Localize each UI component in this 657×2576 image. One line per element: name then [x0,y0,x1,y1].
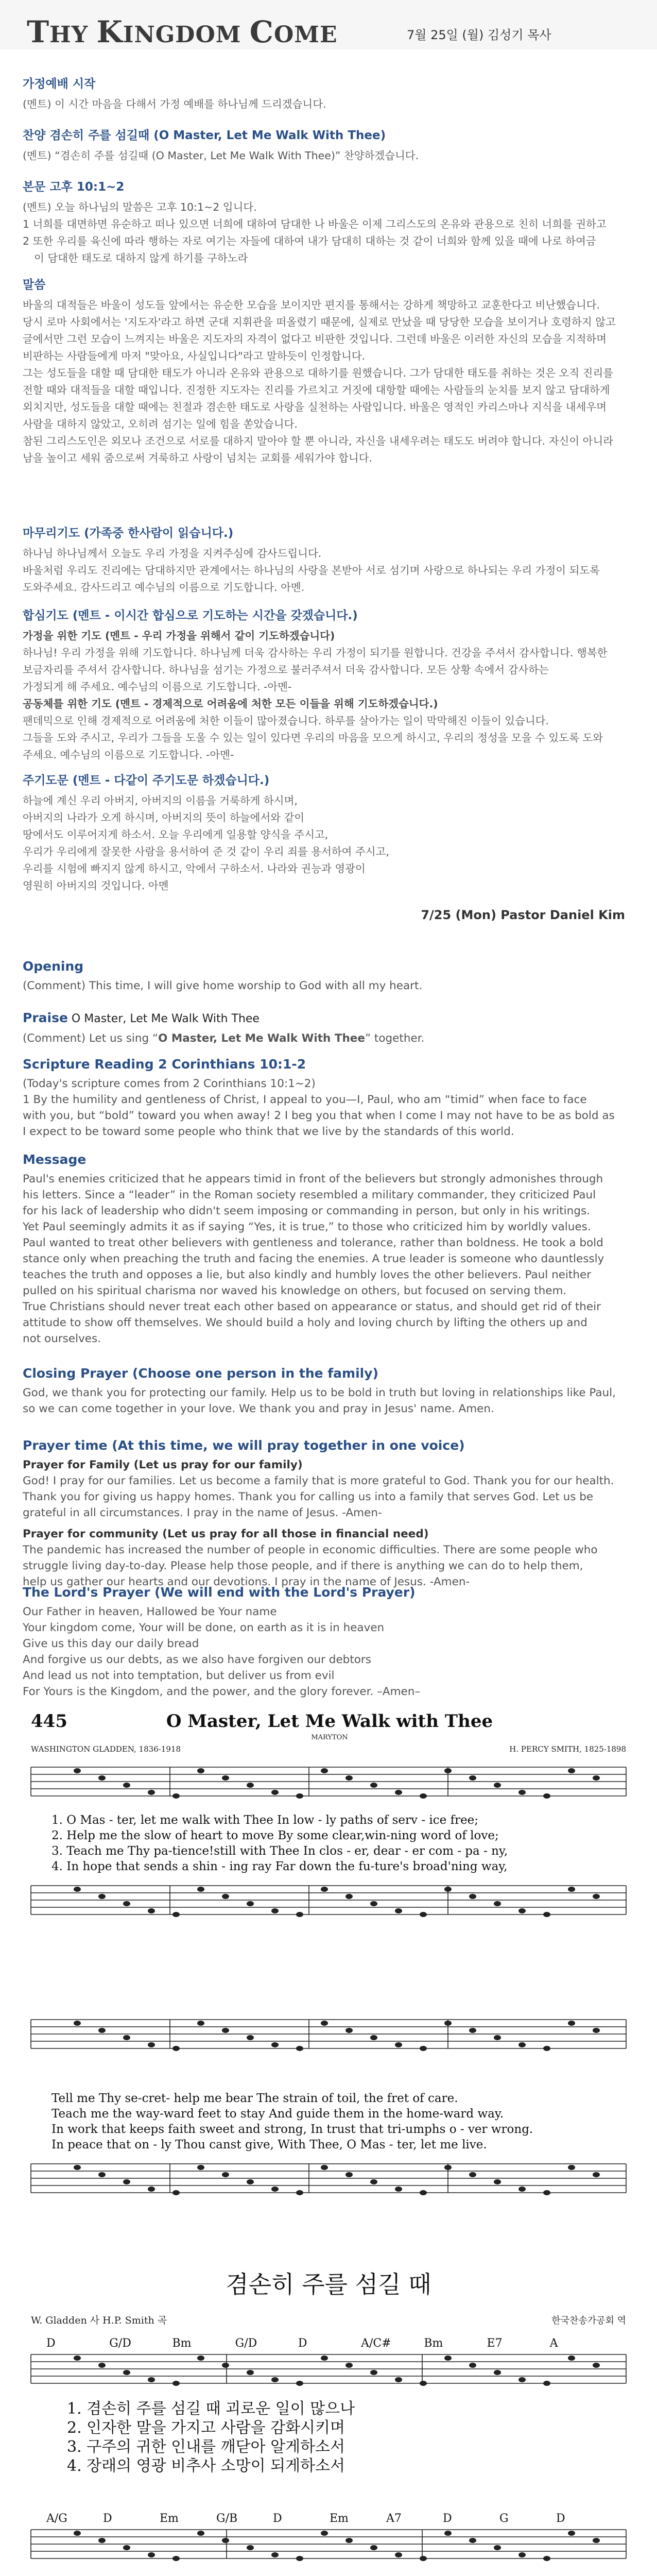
ko-scripture [23,179,635,267]
note-head [543,2046,550,2051]
note-head [444,1887,452,1892]
logo [27,14,338,49]
note-head [469,2028,476,2033]
hymn-korean [0,2267,657,2576]
note-head [271,2042,279,2047]
ko-scripture-line: 2 또한 우리를 육신에 따라 행하는 자로 여기는 자들에 대하여 내가 담대히 대하는 것 같이 너희와 함께 있을 때에 나로 하여금 [23,235,596,247]
note-head [123,1783,130,1788]
note-head [321,2531,328,2536]
note-head [172,2190,180,2195]
note-head [568,2021,575,2026]
note-head [370,2370,377,2375]
note-head [518,1908,526,1913]
en-message-line: his letters. Since a “leader” in the Roman society resembled a military commander, they criticized Paul [23,1189,596,1201]
note-head [469,2172,476,2177]
note-head [370,1901,377,1906]
note-head [420,2046,427,2051]
note-head [494,1783,501,1788]
en-prayer-family-line: God! I pray for our families. Let us become a family that is more grateful to God. Thank you for our health. [23,1475,614,1487]
en-praise-text [23,1030,635,1046]
note-head [123,2370,130,2375]
note-head [197,1887,204,1892]
hymn-korean-author: W. Gladden 사 H.P. Smith 곡 [31,2315,167,2326]
chord-symbol: D [443,2512,452,2525]
date-author: 7월 25일 (월) 김성기 목사 [407,28,551,42]
en-praise-text-b: O Master, Let Me Walk With Thee [158,1032,365,1045]
signature-wrap [23,908,625,922]
note-head [172,2046,180,2051]
hymn-verse-line: In work that keeps faith sweet and strong, In trust that tri-umphs o - ver wrong. [51,2123,533,2136]
note-head [247,2179,254,2184]
hymn-korean-verse-line: 4. 장래의 영광 비추사 소망이 되게하소서 [67,2457,345,2475]
note-head [345,1894,353,1899]
chord-symbol: A [549,2337,558,2350]
hymn-number: 445 [31,1711,67,1732]
ko-message-line: 그는 성도들을 대할 때 담대한 태도가 아니라 온유와 관용으로 대하기를 원했습니다. 그가 담대한 태도를 취하는 것은 오직 진리를 [23,367,614,379]
en-lords-line: And lead us not into temptation, but deliver us from evil [23,1669,335,1682]
chord-symbol: A/C# [361,2337,391,2350]
note-head [197,2531,204,2536]
note-head [345,2028,353,2033]
treble-staff [31,2354,626,2386]
note-head [271,2187,279,2192]
ko-praise [23,128,635,164]
en-praise-label: Praise [23,1010,68,1025]
en-message [23,1151,635,1347]
note-head [543,2190,550,2195]
en-praise-text-c: ” together. [365,1032,425,1045]
en-message-line: for his lack of leadership who didn't seem imposing or commanding in person, but only in his writings. [23,1205,590,1217]
hymn-korean-title: 겸손히 주를 섬길 때 [226,2270,431,2298]
ko-prayer-community-line: 팬데믹으로 인해 경제적으로 어려움에 처한 이들이 많아졌습니다. 하루를 살아가는 일이 막막해진 이들이 있습니다. [23,715,549,727]
ko-lords-line: 영원히 아버지의 것입니다. 아멘 [23,879,169,892]
note-head [247,2370,254,2375]
en-praise [23,1010,635,1046]
ko-closing-line: 도와주세요. 감사드리고 예수님의 이름으로 기도합니다. 아멘. [23,581,305,594]
note-head [420,1912,427,1917]
note-head [271,1908,279,1913]
en-lords-line: Give us this day our daily bread [23,1637,199,1650]
note-head [345,2172,353,2177]
en-lords-line: Your kingdom come, Your will be done, on earth as it is in heaven [23,1621,385,1634]
note-head [568,2355,575,2361]
note-head [494,2035,501,2040]
note-head [395,2377,402,2382]
chord-row [46,2337,559,2350]
en-scripture-title: Scripture Reading 2 Corinthians 10:1-2 [23,1057,306,1072]
en-scripture-line: (Today's scripture comes from 2 Corinthians 10:1~2) [23,1077,316,1090]
note-head [222,1775,229,1781]
ko-lords-line: 우리를 시험에 빠지지 않게 하시고, 악에서 구하소서. 나라와 권능과 영광이 [23,862,366,875]
en-opening-title: Opening [23,959,84,974]
en-lords-line: Our Father in heaven, Hallowed be Your name [23,1605,277,1618]
ko-lords-line: 하늘에 계신 우리 아버지, 아버지의 이름을 거룩하게 하시며, [23,794,298,807]
hymn-tune: MARYTON [311,1734,348,1741]
chord-symbol: D [273,2512,282,2525]
note-head [345,1775,353,1781]
note-head [469,2538,476,2543]
note-head [395,2042,402,2047]
bass-staff [31,1886,626,1917]
en-lords-line: For Yours is the Kingdom, and the power, and the glory forever. –Amen– [23,1685,421,1698]
en-message-line: teaches the truth and opposes a lie, but also kindly and humbly loves the other believers. Paul neither [23,1268,592,1281]
ko-message-line: 당시 로마 사회에서는 '지도자'라고 하면 군대 지휘관을 떠올렸기 때문에, 실제로 만났을 때 당당한 모습을 보이거나 호령하지 않고 [23,316,616,328]
note-head [420,2381,427,2386]
hymn-korean-source: 한국찬송가공회 역 [551,2315,626,2326]
note-head [148,2042,155,2047]
en-closing-line: so we can come together in your love. We thank you and pray in Jesus' name. Amen. [23,1402,494,1415]
en-praise-text-a: (Comment) Let us sing “ [23,1032,159,1045]
en-closing-line: God, we thank you for protecting our family. Help us to be bold in truth but loving in relationships like Paul, [23,1386,616,1399]
en-prayer-family-line: grateful in all circumstances. I pray in the name of Jesus. -Amen- [23,1506,382,1519]
note-head [74,1887,81,1892]
ko-prayer-community-line: 그들을 도와 주시고, 우리가 그들을 도울 수 있는 일이 있다면 우리의 마음을 모으게 하시고, 우리의 정성을 모을 수 있도록 도와 [23,732,603,744]
ko-lords-prayer [23,773,635,894]
ko-message-line: 남을 높이고 세워 줌으로써 겨룩하고 사랑이 넘치는 교회를 세워가야 합니다. [23,452,373,464]
note-head [444,2531,452,2536]
en-message-line: Paul wanted to treat other believers with gentleness and tolerance, rather than boldness. He took a bold [23,1236,603,1249]
note-head [518,2552,526,2557]
ko-closing-title: 마무리기도 (가족중 한사람이 읽습니다.) [23,527,234,540]
hymn-verse-line: Tell me Thy se-cret- help me bear The strain of toil, the fret of care. [51,2092,458,2105]
ko-message-line: 외치지만, 성도들을 대할 때에는 친절과 겸손한 태도로 사랑을 실천하는 사람입니다. 바울은 영적인 카리스마나 지식을 내세우며 [23,401,607,413]
note-head [518,1790,526,1795]
ko-praise-text: (멘트) “겸손히 주를 섬길때 (O Master, Let Me Walk With Thee)” 찬양하겠습니다. [23,149,419,162]
ko-message [23,277,635,467]
ko-scripture-line: 이 담대한 태도로 대하지 않게 하기를 구하노라 [34,252,248,264]
note-head [568,2165,575,2170]
ko-message-line: 전할 때와 대적들을 대할 때입니다. 진정한 지도자는 진리를 가르치고 거짓에 대항할 때에는 사람들의 눈치를 보지 않고 담대하게 [23,384,610,396]
chord-row [46,2512,565,2525]
note-head [98,1775,106,1781]
note-head [197,1768,204,1773]
note-head [74,2021,81,2026]
note-head [593,2028,600,2033]
note-head [444,1768,452,1773]
hymn-korean-verse-line: 1. 겸손히 주를 섬길 때 괴로운 일이 많으나 [67,2400,355,2418]
en-lords-prayer [23,1584,635,1700]
note-head [172,1793,180,1799]
note-head [469,2363,476,2368]
en-opening-text: (Comment) This time, I will give home worship to God with all my heart. [23,979,423,992]
note-head [494,2545,501,2550]
ko-scripture-title: 본문 고후 10:1~2 [23,180,125,194]
note-head [123,1901,130,1906]
note-head [296,2190,303,2195]
en-prayer-family-line: Thank you for giving us happy homes. Thank you for calling us into a family that serves God. Let us be [23,1490,594,1503]
en-prayer-community-line: help us gather our hearts and our devotions. I pray in the name of Jesus. -Amen- [23,1575,470,1588]
note-head [370,2035,377,2040]
ko-praise-title: 찬양 겸손히 주를 섬길때 (O Master, Let Me Walk With Thee) [23,129,386,142]
note-head [296,2381,303,2386]
note-head [74,2355,81,2361]
note-head [568,1887,575,1892]
note-head [148,2187,155,2192]
en-closing-title: Closing Prayer (Choose one person in the family) [23,1366,378,1381]
note-head [593,2363,600,2368]
chord-symbol: Bm [172,2337,192,2350]
note-head [345,2363,353,2368]
note-head [395,2552,402,2557]
note-head [296,2556,303,2561]
note-head [271,1790,279,1795]
note-head [222,2172,229,2177]
note-head [518,2187,526,2192]
treble-staff [31,1767,626,1799]
note-head [197,2021,204,2026]
chord-symbol: G [499,2512,509,2525]
note-head [321,2355,328,2361]
ko-closing-line: 하나님 하나님께서 오늘도 우리 가정을 지켜주심에 감사드립니다. [23,547,322,560]
note-head [98,2538,106,2543]
note-head [593,2172,600,2177]
en-prayer-family-title: Prayer for Family (Let us pray for our family) [23,1459,303,1471]
note-head [247,1901,254,1906]
en-prayer-community-title: Prayer for community (Let us pray for all those in financial need) [23,1528,429,1540]
note-head [469,1894,476,1899]
chord-symbol: D [298,2337,307,2350]
ko-opening-text: (멘트) 이 시간 마음을 다해서 가정 예배를 하나님께 드리겠습니다. [23,98,326,110]
logo-letter: T [27,14,50,49]
note-head [321,2021,328,2026]
ko-closing-line: 바울처럼 우리도 진리에는 담대하지만 관계에서는 하나님의 사랑을 본받아 서로 섬기며 사랑으로 하나되는 우리 가정이 되도록 [23,564,600,577]
en-message-line: True Christians should never treat each other based on appearance or status, and should get rid of their [23,1300,601,1313]
note-head [321,1768,328,1773]
ko-lords-line: 아버지의 나라가 오게 하시며, 아버지의 뜻이 하늘에서와 같이 [23,811,305,824]
note-head [494,1901,501,1906]
note-head [469,1775,476,1781]
en-scripture-line: 1 By the humility and gentleness of Christ, I appeal to you—I, Paul, who am “timid” when face to face [23,1093,587,1106]
ko-message-line: 글에서만 그런 모습이 느껴지는 바울은 지도자의 자격이 없다고 비판한 것입니다. 그런데 바울은 이러한 자신의 모습을 지적하며 [23,333,607,345]
note-head [395,1790,402,1795]
ko-prayer-family-line: 가정되게 해 주세요. 예수님의 이름으로 기도합니다. -아멘- [23,681,292,693]
note-head [395,1908,402,1913]
note-head [247,1783,254,1788]
note-head [148,2377,155,2382]
ko-message-line: 비판하는 사람들에게 마저 "맞아요, 사실입니다"라고 말하듯이 인정합니다. [23,350,366,362]
en-prayer-community-line: The pandemic has increased the number of people in economic difficulties. There are some people who [23,1544,598,1556]
note-head [518,2377,526,2382]
en-message-title: Message [23,1152,87,1167]
logo-letter: K [96,14,123,49]
note-head [74,1768,81,1773]
note-head [197,2355,204,2361]
en-message-line: not ourselves. [23,1332,101,1345]
hymn-445 [0,1700,657,2241]
ko-scripture-line: 1 너희를 대면하면 유순하고 떠나 있으면 너희에 대하여 담대한 나 바울은 이제 그리스도의 온유와 관용으로 친히 너희를 권하고 [23,218,607,230]
note-head [123,2179,130,2184]
note-head [123,2035,130,2040]
hymn-composer: H. PERCY SMITH, 1825-1898 [509,1744,626,1754]
en-scripture [23,1056,635,1140]
hymn-verse-line: 1. O Mas - ter, let me walk with Thee In low - ly paths of serv - ice free; [51,1814,479,1827]
ko-prayer-community-title: 공동체를 위한 기도 (멘트 - 경제적으로 어려움에 처한 모든 이들을 위해 기도하겠습니다.) [23,698,438,710]
note-head [148,2552,155,2557]
note-head [444,2165,452,2170]
note-head [271,2552,279,2557]
hymn-verse-line: In peace that on - ly Thou canst give, With Thee, O Mas - ter, let me live. [51,2138,487,2151]
note-head [420,1793,427,1799]
note-head [222,1894,229,1899]
ko-prayer-community-line: 주세요. 예수님의 이름으로 기도합니다. -아멘- [23,749,234,761]
chord-symbol: G/D [109,2337,131,2350]
hymn-title: O Master, Let Me Walk with Thee [166,1711,493,1732]
en-praise-heading [23,1010,635,1027]
ko-prayer-title: 합심기도 (멘트 - 이시간 합심으로 기도하는 시간을 갖겠습니다.) [23,609,358,622]
hymn-verse-line: 4. In hope that sends a shin - ing ray Far down the fu-ture's broad'ning way, [51,1860,508,1873]
note-head [370,2179,377,2184]
note-head [247,2035,254,2040]
note-head [345,2538,353,2543]
note-head [321,1887,328,1892]
en-lords-line: And forgive us our debts, as we also have forgiven our debtors [23,1653,371,1666]
signature: 7/25 (Mon) Pastor Daniel Kim [421,908,625,922]
treble-staff [31,2530,626,2561]
note-head [222,2363,229,2368]
note-head [123,2545,130,2550]
note-head [543,1912,550,1917]
chord-symbol: D [556,2512,565,2525]
hymn-korean-sheet [0,2267,657,2576]
chord-symbol: G/D [235,2337,257,2350]
en-opening [23,958,635,994]
note-head [444,2355,452,2361]
chord-symbol: D [103,2512,112,2525]
en-prayer-community-line: struggle living day-to-day. Please help those people, and if there is anything we can do to help them, [23,1560,583,1572]
chord-symbol: G/B [216,2512,238,2525]
en-message-line: stance only when preaching the truth and facing the enemies. A true leader is someone who dauntlessly [23,1252,604,1265]
note-head [98,2172,106,2177]
note-head [172,1912,180,1917]
note-head [593,1894,600,1899]
en-closing [23,1365,635,1417]
en-message-line: Paul's enemies criticized that he appears timid in front of the believers but strongly admonishes through [23,1173,603,1185]
en-message-line: attitude to show off themselves. We should build a holy and loving church by lifting the others up and [23,1316,587,1329]
logo-text: HY [49,22,97,48]
hymn-verse-line: Teach me the way-ward feet to stay And guide them in the home-ward way. [51,2107,504,2121]
header [0,0,657,49]
note-head [222,2538,229,2543]
hymn-korean-verse-line: 2. 인자한 말을 가지고 사람을 감화시키며 [67,2419,345,2437]
note-head [321,2165,328,2170]
ko-message-line: 참된 그리스도인은 외모나 조건으로 서로를 대하지 말아야 할 뿐 아니라, 자신을 내세우려는 태도도 버려야 합니다. 자신이 아니라 [23,435,614,447]
note-head [593,2538,600,2543]
ko-message-line: 사람을 대하지 않았고, 오히려 섬기는 일에 힘을 쏟았습니다. [23,418,298,430]
hymn-author: WASHINGTON GLADDEN, 1836-1918 [31,1744,181,1754]
logo-letter: C [249,14,274,49]
ko-message-title: 말씀 [23,278,46,292]
ko-prayer-family-title: 가정을 위한 기도 (멘트 - 우리 가정을 위해서 같이 기도하겠습니다) [23,630,335,642]
chord-symbol: E7 [487,2337,503,2350]
note-head [148,1790,155,1795]
note-head [543,2381,550,2386]
ko-prayer-family-line: 하나님! 우리 가정을 위해 기도합니다. 하나님께 더욱 감사하는 우리 가정이 되기를 원합니다. 건강을 주셔서 감사합니다. 행복한 [23,647,608,659]
note-head [296,2046,303,2051]
hymn-verse-line: 3. Teach me Thy pa-tience!still with Thee In clos - er, dear - er com - pa - ny, [51,1844,508,1858]
note-head [568,2531,575,2536]
note-head [271,2377,279,2382]
note-head [148,1908,155,1913]
chord-symbol: A7 [386,2512,402,2525]
note-head [370,1783,377,1788]
ko-opening-title: 가정예배 시작 [23,77,96,91]
note-head [98,2363,106,2368]
en-message-line: Yet Paul seemingly admits it as if saying “Yes, it is true,” to those who criticized him by worldly values. [23,1221,591,1233]
bass-staff [31,2164,626,2195]
note-head [222,2028,229,2033]
en-lords-title: The Lord's Prayer (We will end with the Lord's Prayer) [23,1585,416,1600]
en-scripture-line: I expect to be toward some people who think that we live by the standards of this world. [23,1125,514,1138]
note-head [296,1912,303,1917]
hymn-445-sheet [0,1700,657,2241]
note-head [543,1793,550,1799]
note-head [197,2165,204,2170]
note-head [74,2165,81,2170]
note-head [543,2556,550,2561]
logo-text: OME [273,22,338,48]
ko-prayer [23,608,635,764]
note-head [98,1894,106,1899]
note-head [420,2190,427,2195]
note-head [420,2556,427,2561]
ko-lords-title: 주기도문 (멘트 - 다같이 주기도문 하겠습니다.) [23,774,270,787]
ko-prayer-family-line: 보금자리를 주셔서 감사합니다. 하나님을 섬기는 가정으로 불러주셔서 더욱 감사합니다. 모든 상황 속에서 감사하는 [23,664,549,676]
chord-symbol: Em [330,2512,349,2525]
note-head [395,2187,402,2192]
ko-message-line: 바울의 대적들은 바울이 성도들 앞에서는 유순한 모습을 보이지만 편지를 통해서는 강하게 책망하고 교훈한다고 비난했습니다. [23,299,600,311]
ko-scripture-line: (멘트) 오늘 하나님의 말씀은 고후 10:1~2 입니다. [23,201,257,213]
hymn-verse-line: 2. Help me the slow of heart to move By some clear,win-ning word of love; [51,1829,499,1842]
note-head [247,2545,254,2550]
en-praise-title: O Master, Let Me Walk With Thee [67,1012,260,1025]
en-prayer [23,1437,635,1590]
note-head [568,1768,575,1773]
chord-symbol: Bm [424,2337,443,2350]
chord-symbol: A/G [46,2512,67,2525]
note-head [74,2531,81,2536]
note-head [370,2545,377,2550]
note-head [98,2028,106,2033]
note-head [172,2381,180,2386]
chord-symbol: D [46,2337,56,2350]
note-head [444,2021,452,2026]
en-scripture-line: with you, but “bold” toward you when away! 2 I beg you that when I come I may not have to be as bold as [23,1109,615,1122]
treble-staff [31,2020,626,2051]
en-message-line: pulled on his spiritual charisma nor waved his knowledge on others, but focused on serving them. [23,1284,567,1297]
ko-lords-line: 우리가 우리에게 잘못한 사람을 용서하여 준 것 같이 우리 죄를 용서하여 주시고, [23,845,389,858]
note-head [296,1793,303,1799]
chord-symbol: Em [160,2512,179,2525]
logo-text: INGDOM [123,22,250,48]
note-head [593,1775,600,1781]
ko-lords-line: 땅에서도 이루어지게 하소서. 오늘 우리에게 일용할 양식을 주시고, [23,828,328,841]
note-head [518,2042,526,2047]
hymn-korean-verse-line: 3. 구주의 귀한 인내를 깨닫아 알게하소서 [67,2438,345,2456]
note-head [172,2556,180,2561]
ko-opening [23,76,635,113]
note-head [494,2370,501,2375]
note-head [494,2179,501,2184]
en-prayer-title: Prayer time (At this time, we will pray together in one voice) [23,1438,465,1453]
ko-closing [23,526,635,596]
